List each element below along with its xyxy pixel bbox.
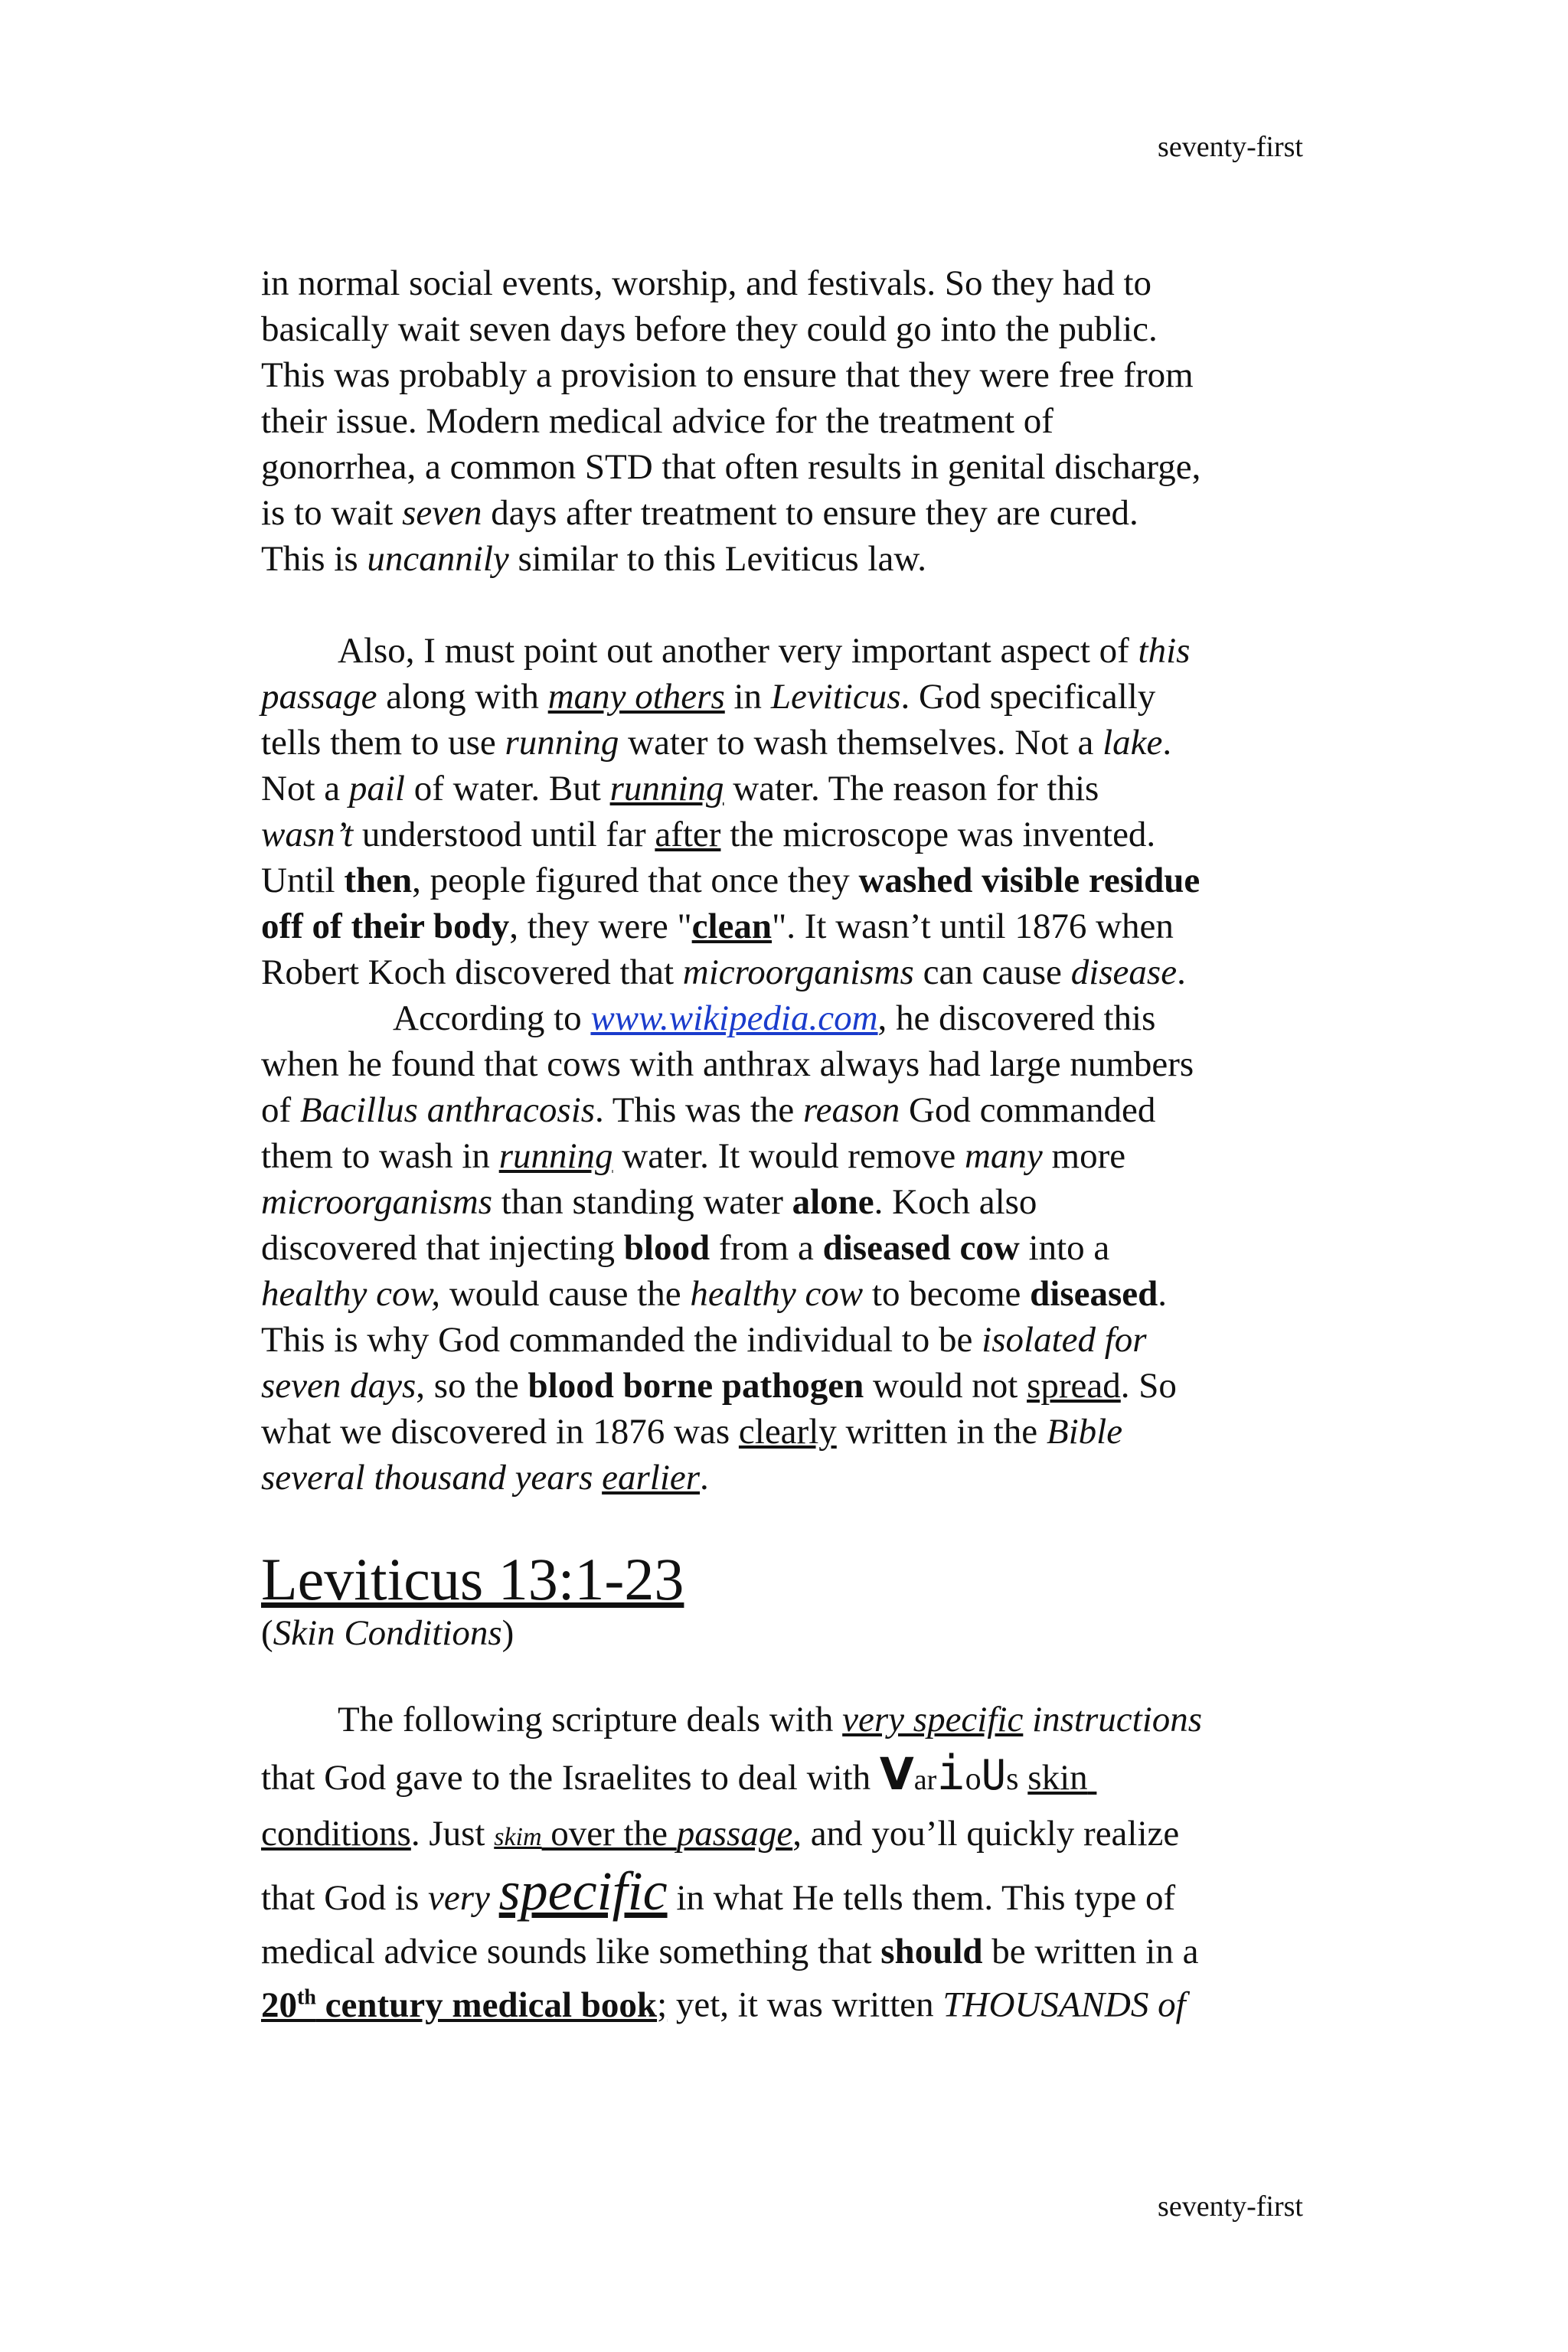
section-heading: Leviticus 13:1-23 xyxy=(261,1546,684,1612)
text-line: that God gave to the Israelites to deal with VarioUs skin xyxy=(261,1745,1088,1801)
section-subtitle: (Skin Conditions) xyxy=(261,1613,514,1653)
text-line: According to www.wikipedia.com, he discovered this xyxy=(393,998,1156,1038)
text-line: what we discovered in 1876 was clearly written in the Bible xyxy=(261,1412,1123,1452)
text-line: basically wait seven days before they could go into the public. xyxy=(261,309,1158,349)
text-line: Not a pail of water. But running water. The reason for this xyxy=(261,769,1099,808)
text-line: 20th century medical book; yet, it was written THOUSANDS of xyxy=(261,1984,1186,2025)
text-line: wasn’t understood until far after the microscope was invented. xyxy=(261,815,1156,854)
paragraph-3 xyxy=(261,1697,1318,2028)
text-line: off of their body, they were "clean". It wasn’t until 1876 when xyxy=(261,906,1174,946)
text-line: when he found that cows with anthrax always had large numbers xyxy=(261,1044,1194,1084)
text-line: This is why God commanded the individual to be isolated for xyxy=(261,1320,1147,1360)
text-line: Also, I must point out another very important aspect of this xyxy=(338,631,1191,671)
text-line: their issue. Modern medical advice for the treatment of xyxy=(261,401,1054,441)
page-body xyxy=(261,260,1318,2028)
text-line: healthy cow, would cause the healthy cow to become diseased. xyxy=(261,1274,1168,1314)
paragraph-2 xyxy=(261,628,1318,1501)
paragraph-1 xyxy=(261,260,1318,582)
text-line: them to wash in running water. It would remove many more xyxy=(261,1136,1126,1176)
text-line: is to wait seven days after treatment to ensure they are cured. xyxy=(261,493,1138,533)
text-line: This is uncannily similar to this Leviticus law. xyxy=(261,539,926,579)
page-header-label: seventy-first xyxy=(1158,131,1303,163)
text-line: gonorrhea, a common STD that often results in genital discharge, xyxy=(261,447,1201,487)
text-line: Robert Koch discovered that microorganisms can cause disease. xyxy=(261,952,1186,992)
page-footer-label: seventy-first xyxy=(1158,2190,1303,2223)
text-line: medical advice sounds like something that should be written in a xyxy=(261,1932,1199,1971)
text-line: Until then, people figured that once they washed visible residue xyxy=(261,861,1200,900)
text-line: conditions. Just skim over the passage, and you’ll quickly realize xyxy=(261,1814,1180,1854)
text-line: The following scripture deals with very specific instructions xyxy=(338,1700,1203,1740)
text-line: several thousand years earlier. xyxy=(261,1458,709,1498)
various-word: VarioUs xyxy=(879,1745,1019,1801)
wikipedia-link[interactable]: www.wikipedia.com xyxy=(590,998,878,1038)
text-line: that God is very specific in what He tells them. This type of xyxy=(261,1860,1176,1922)
text-line: This was probably a provision to ensure that they were free from xyxy=(261,355,1194,395)
text-line: discovered that injecting blood from a diseased cow into a xyxy=(261,1228,1110,1268)
text-line: of Bacillus anthracosis. This was the reason God commanded xyxy=(261,1090,1156,1130)
text-line: seven days, so the blood borne pathogen would not spread. So xyxy=(261,1366,1177,1406)
text-line: tells them to use running water to wash themselves. Not a lake. xyxy=(261,723,1172,763)
text-line: microorganisms than standing water alone. Koch also xyxy=(261,1182,1037,1222)
text-line: in normal social events, worship, and festivals. So they had to xyxy=(261,263,1152,303)
text-line: passage along with many others in Leviticus. God specifically xyxy=(261,677,1156,717)
